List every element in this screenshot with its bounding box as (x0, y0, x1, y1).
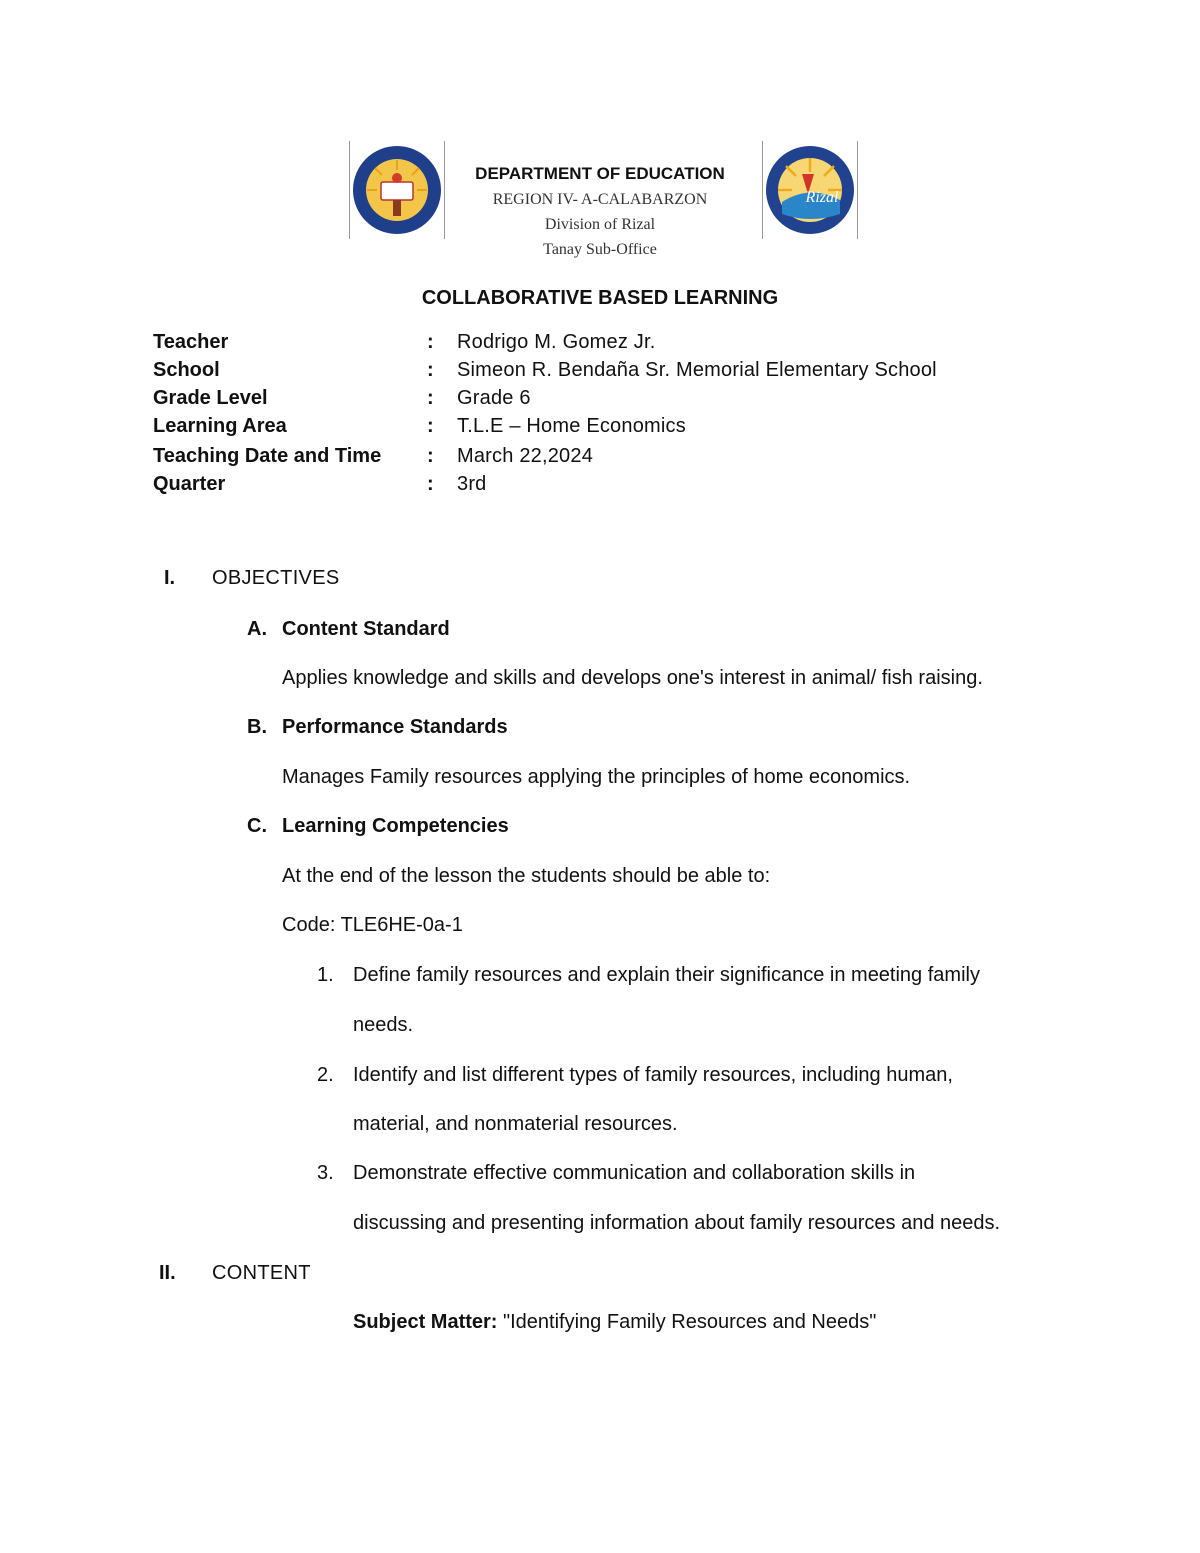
info-value: Grade 6 (457, 387, 531, 409)
division-seal (762, 141, 858, 239)
subject-matter-label: Subject Matter: (353, 1311, 498, 1333)
list-item-text: Define family resources and explain their significance in meeting family (353, 964, 980, 986)
suboffice-line: Tanay Sub-Office (543, 241, 657, 258)
info-value: 3rd (457, 473, 487, 495)
info-label: Grade Level (153, 387, 268, 409)
info-label: Learning Area (153, 415, 287, 437)
info-value: T.L.E – Home Economics (457, 415, 686, 437)
subsection-letter-b: B. (247, 716, 267, 738)
info-value: March 22,2024 (457, 445, 594, 467)
division-line: Division of Rizal (544, 216, 656, 233)
list-item-text-continued: discussing and presenting information about family resources and needs. (353, 1212, 1001, 1234)
info-label: Teaching Date and Time (153, 445, 382, 467)
subsection-letter-a: A. (247, 618, 267, 640)
info-colon: : (427, 387, 434, 409)
list-item-text: Identify and list different types of family resources, including human, (353, 1064, 953, 1086)
list-item-text-continued: needs. (353, 1014, 414, 1036)
list-item-number: 1. (317, 964, 334, 986)
subsection-letter-c: C. (247, 815, 267, 837)
list-item-text: Demonstrate effective communication and collaboration skills in (353, 1162, 916, 1184)
division-seal-icon (764, 144, 856, 236)
list-item-number: 2. (317, 1064, 334, 1086)
list-item-text-continued: material, and nonmaterial resources. (353, 1113, 678, 1135)
info-colon: : (427, 445, 434, 467)
section-numeral-objectives: I. (164, 567, 176, 589)
content-standard-text: Applies knowledge and skills and develops one's interest in animal/ fish raising. (282, 667, 983, 689)
info-label: School (153, 359, 220, 381)
performance-standards-text: Manages Family resources applying the principles of home economics. (282, 766, 911, 788)
section-numeral-content: II. (159, 1262, 176, 1284)
info-label: Quarter (153, 473, 226, 495)
competencies-intro: At the end of the lesson the students should be able to: (282, 865, 771, 887)
section-heading-content: CONTENT (212, 1262, 311, 1284)
info-value: Rodrigo M. Gomez Jr. (457, 331, 656, 353)
content-standard-heading: Content Standard (282, 618, 450, 640)
info-value: Simeon R. Bendaña Sr. Memorial Elementary School (457, 359, 937, 381)
section-heading-objectives: OBJECTIVES (212, 567, 340, 589)
seal-brand-text: Rizal (805, 189, 839, 206)
info-colon: : (427, 359, 434, 381)
region-line: REGION IV- A-CALABARZON (492, 191, 708, 208)
info-label: Teacher (153, 331, 229, 353)
list-item-number: 3. (317, 1162, 334, 1184)
page-title: COLLABORATIVE BASED LEARNING (421, 287, 779, 309)
info-colon: : (427, 415, 434, 437)
subject-matter (353, 1311, 876, 1334)
performance-standards-heading: Performance Standards (282, 716, 508, 738)
department-heading: DEPARTMENT OF EDUCATION (475, 164, 725, 183)
info-colon: : (427, 473, 434, 495)
subject-matter-value: "Identifying Family Resources and Needs" (497, 1311, 877, 1333)
competency-code: Code: TLE6HE-0a-1 (282, 914, 463, 936)
learning-competencies-heading: Learning Competencies (282, 815, 509, 837)
info-colon: : (427, 331, 434, 353)
